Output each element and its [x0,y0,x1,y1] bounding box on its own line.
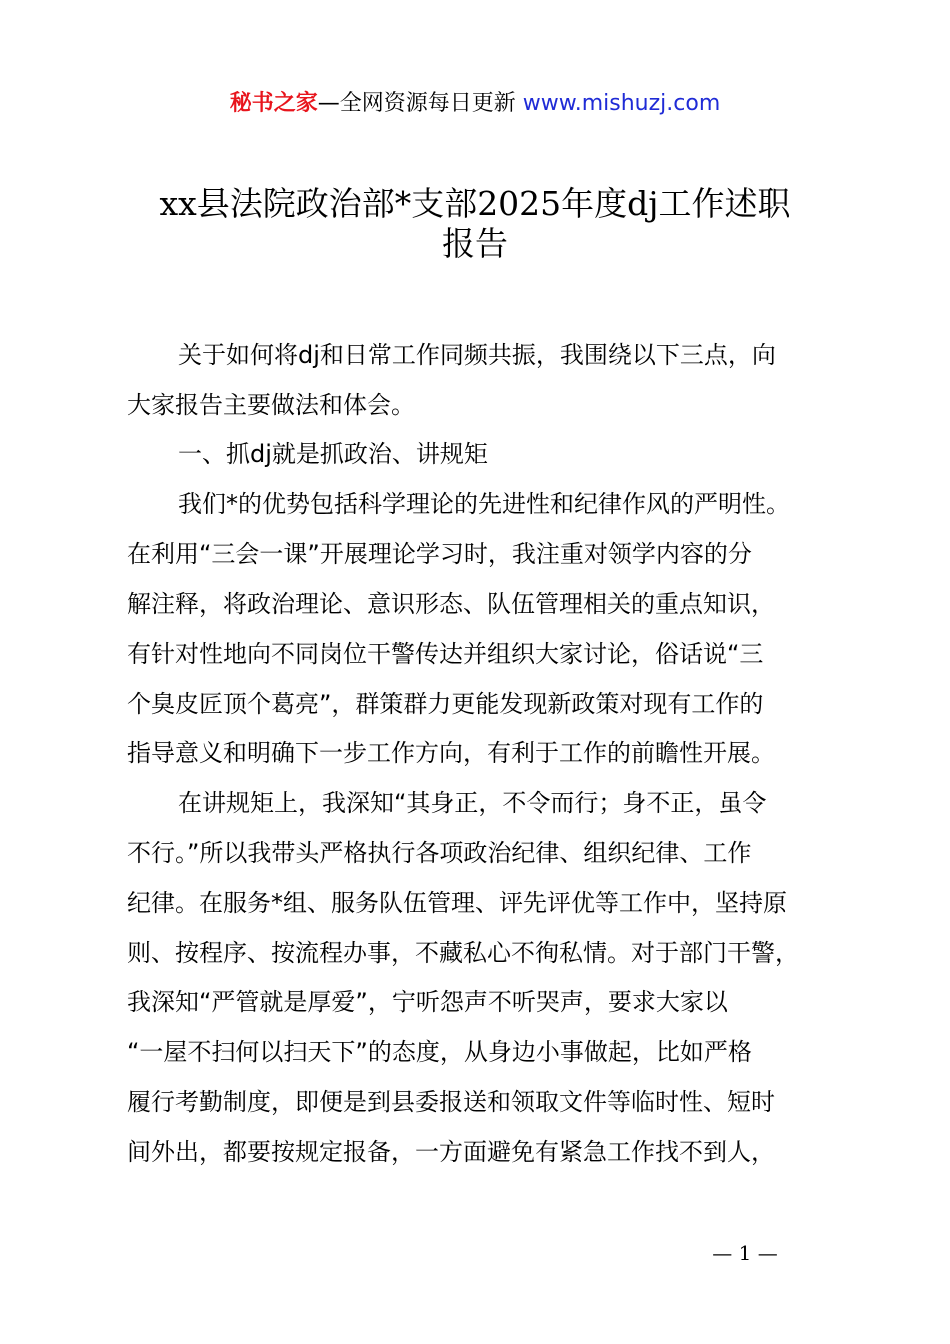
body-line-15: “一屋不扫何以扫天下”的态度，从身边小事做起，比如严格 [127,1038,752,1066]
page-number: — 1 — [712,1241,778,1265]
body-line-16: 履行考勤制度，即便是到县委报送和领取文件等临时性、短时 [127,1088,775,1116]
title-line-2: 报告 [442,224,508,263]
body-line-6: 解注释，将政治理论、意识形态、队伍管理相关的重点知识， [127,590,775,618]
body-line-11: 不行。”所以我带头严格执行各项政治纪律、组织纪律、工作 [127,839,752,867]
body-line-7: 有针对性地向不同岗位干警传达并组织大家讨论，俗话说“三 [127,640,764,668]
body-line-8: 个臭皮匠顶个葛亮”，群策群力更能发现新政策对现有工作的 [127,690,764,718]
site-tagline: —全网资源每日更新 [317,91,523,116]
body-line-1: 关于如何将dj和日常工作同频共振，我围绕以下三点，向 [178,341,776,369]
section-heading: 一、抓dj就是抓政治、讲规矩 [178,440,488,468]
body-line-17: 间外出，都要按规定报备，一方面避免有紧急工作找不到人， [127,1138,775,1166]
body-line-10: 在讲规矩上，我深知“其身正，不令而行；身不正，虽令 [178,789,767,817]
body-line-14: 我深知“严管就是厚爱”，宁听怨声不听哭声，要求大家以 [127,988,728,1016]
site-name: 秘书之家 [229,91,318,116]
body-line-12: 纪律。在服务*组、服务队伍管理、评先评优等工作中，坚持原 [127,889,787,917]
title-line-1: xx县法院政治部*支部2025年度dj工作述职 [159,184,791,223]
body-line-9: 指导意义和明确下一步工作方向，有利于工作的前瞻性开展。 [127,739,775,767]
body-line-13: 则、按程序、按流程办事，不藏私心不徇私情。对于部门干警， [127,939,799,967]
body-line-2: 大家报告主要做法和体会。 [127,391,415,419]
body-line-5: 在利用“三会一课”开展理论学习时，我注重对领学内容的分 [127,540,752,568]
site-url-link[interactable]: www.mishuzj.com [522,91,721,116]
body-line-4: 我们*的优势包括科学理论的先进性和纪律作风的严明性。 [178,490,790,518]
